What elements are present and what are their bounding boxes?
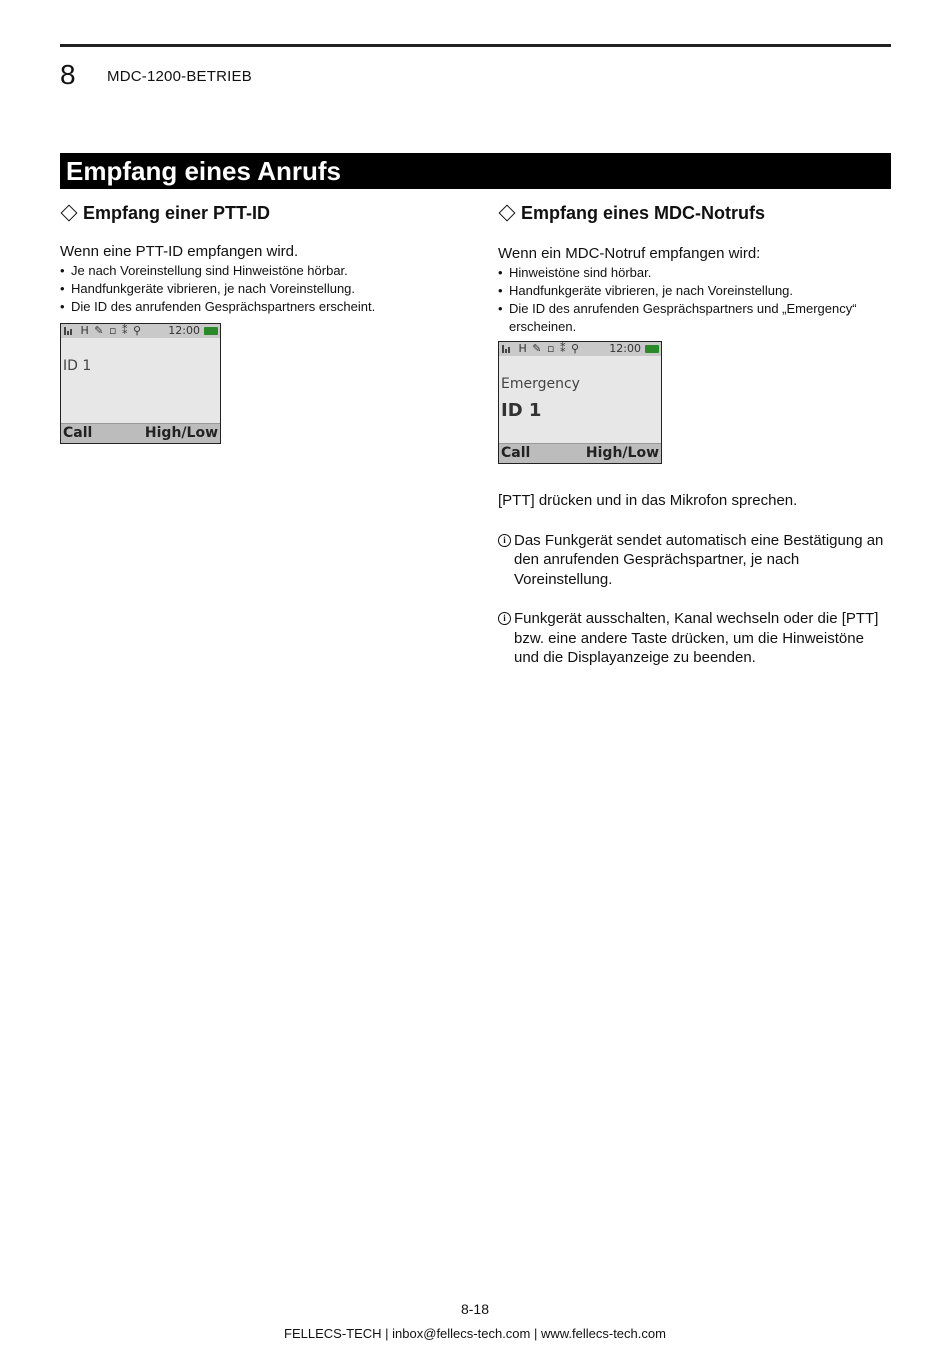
section-title: Empfang eines Anrufs (60, 153, 891, 189)
left-column (60, 200, 460, 444)
status-bar (61, 324, 220, 338)
info-note (498, 609, 893, 668)
clock: 12:00 (609, 342, 641, 355)
display-screenshot (498, 341, 662, 464)
chapter-number: 8 (60, 59, 76, 90)
diamond-icon (499, 205, 516, 222)
right-column (498, 200, 893, 668)
footer-contact: FELLECS-TECH | inbox@fellecs-tech.com | www.fellecs-tech.com (284, 1326, 666, 1341)
misc-status-icons: ✎ ▫ ⁑ ⚲ (532, 342, 580, 355)
status-icons (64, 324, 142, 338)
bullet-item: • Die ID des anrufenden Gesprächspartners erscheint. (60, 298, 460, 316)
info-icon: i (498, 534, 511, 547)
screen-id-text: ID 1 (501, 400, 542, 421)
intro-text: Wenn eine PTT-ID empfangen wird. (60, 243, 299, 260)
softkey-call: Call (501, 445, 531, 461)
status-icons (502, 342, 580, 356)
softkey-high-low: High/Low (144, 425, 218, 441)
power-level-letter: H (80, 324, 90, 337)
bullet-item: • Je nach Voreinstellung sind Hinweistöne hörbar. (60, 262, 460, 280)
bullet-item: • Handfunkgeräte vibrieren, je nach Voreinstellung. (60, 280, 460, 298)
header-rule (60, 44, 891, 47)
instruction-text: [PTT] drücken und in das Mikrofon sprechen. (498, 492, 798, 509)
softkey-call: Call (63, 425, 93, 441)
battery-icon (645, 345, 659, 353)
signal-icon (64, 326, 76, 336)
bullet-item: • Hinweistöne sind hörbar. (498, 264, 893, 282)
misc-status-icons: ✎ ▫ ⁑ ⚲ (94, 324, 142, 337)
softkey-bar (61, 423, 220, 443)
subheading-ptt-id (60, 200, 460, 226)
subheading-mdc-emergency (498, 200, 893, 226)
softkey-bar (499, 443, 661, 463)
bullet-list (498, 264, 893, 336)
info-icon: i (498, 612, 511, 625)
diamond-icon (61, 205, 78, 222)
info-note (498, 531, 893, 590)
chapter-title: MDC-1200-BETRIEB (107, 68, 252, 85)
subheading-text: Empfang eines MDC-Notrufs (521, 203, 766, 223)
bullet-item: • Handfunkgeräte vibrieren, je nach Voreinstellung. (498, 282, 893, 300)
note-text: Das Funkgerät sendet automatisch eine Bestätigung an den anrufenden Gesprächspartner, je nach Voreinstellung. (514, 531, 884, 588)
page-number: 8-18 (460, 1301, 490, 1317)
status-bar (499, 342, 661, 356)
screen-id-text: ID 1 (63, 358, 92, 374)
signal-icon (502, 344, 514, 354)
screen-emergency-text: Emergency (501, 376, 580, 392)
clock: 12:00 (168, 324, 200, 337)
softkey-high-low: High/Low (585, 445, 659, 461)
power-level-letter: H (518, 342, 528, 355)
bullet-item: • Die ID des anrufenden Gesprächspartners und „Emergency“ erscheinen. (498, 300, 893, 336)
subheading-text: Empfang einer PTT-ID (83, 203, 271, 223)
display-screenshot (60, 323, 221, 444)
note-text: Funkgerät ausschalten, Kanal wechseln oder die [PTT] bzw. eine andere Taste drücken, um die Hinweistöne und die Displayanzeige zu beenden. (514, 610, 879, 666)
battery-icon (204, 327, 218, 335)
intro-text: Wenn ein MDC-Notruf empfangen wird: (498, 245, 761, 262)
bullet-list (60, 262, 460, 316)
